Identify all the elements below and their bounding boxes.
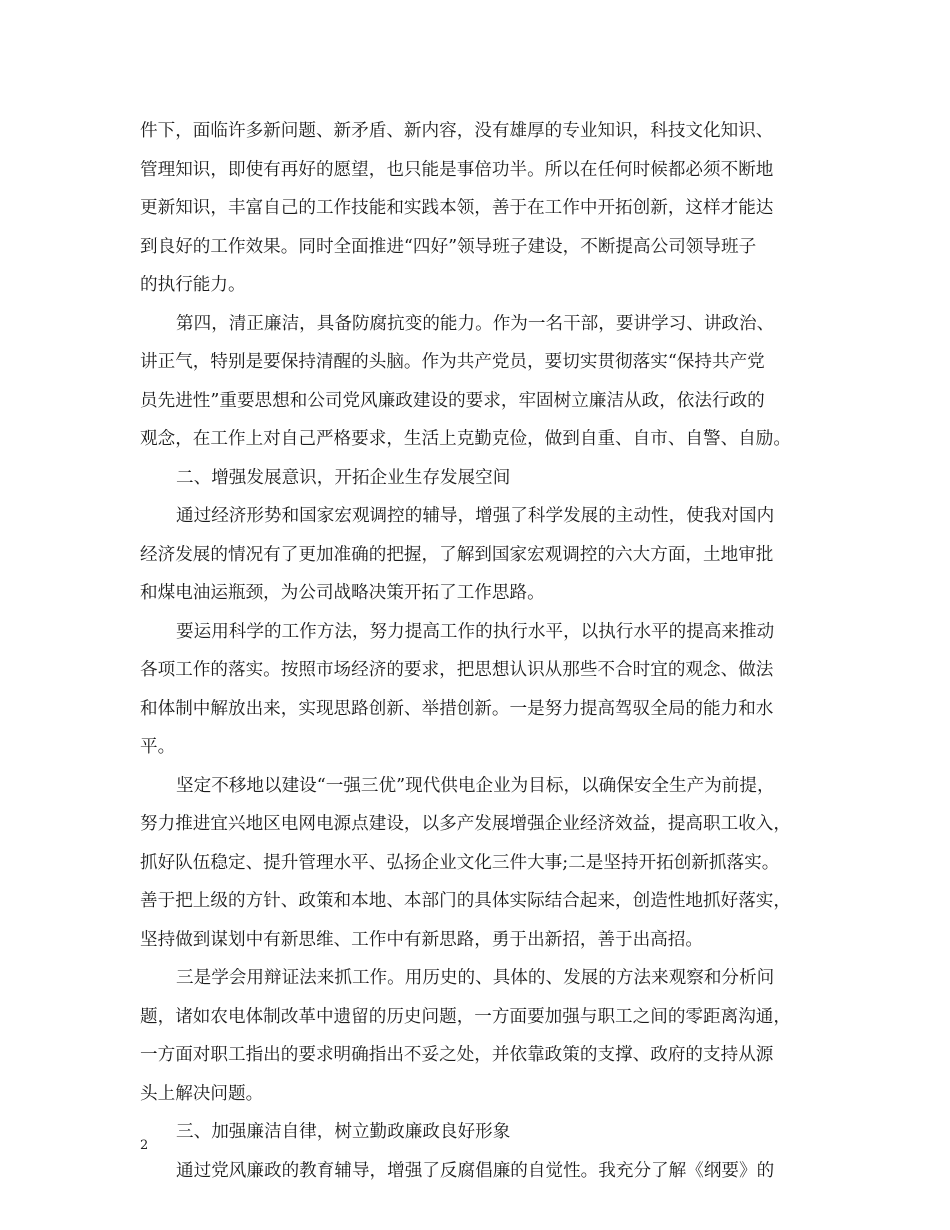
text-line: 更新知识，丰富自己的工作技能和实践本领，善于在工作中开拓创新，这样才能达 bbox=[140, 198, 774, 218]
paragraph-first-line: 第四，清正廉洁，具备防腐抗变的能力。作为一名干部，要讲学习、讲政治、 bbox=[176, 313, 775, 334]
text-line: 坚持做到谋划中有新思维、工作中有新思路，勇于出新招，善于出高招。 bbox=[140, 929, 704, 950]
paragraph-first-line: 三、加强廉洁自律，树立勤政廉政良好形象 bbox=[176, 1122, 511, 1142]
text-line: 讲正气，特别是要保持清醒的头脑。作为共产党员，要切实贯彻落实“保持共产党 bbox=[140, 352, 765, 372]
text-line: 一方面对职工指出的要求明确指出不妥之处，并依靠政策的支撑、政府的支持从源 bbox=[140, 1045, 774, 1065]
text-line: 和体制中解放出来，实现思路创新、举措创新。一是努力提高驾驭全局的能力和水 bbox=[140, 698, 774, 719]
paragraph-first-line: 通过经济形势和国家宏观调控的辅导，增强了科学发展的主动性，使我对国内 bbox=[176, 506, 775, 526]
text-line: 件下，面临许多新问题、新矛盾、新内容，没有雄厚的专业知识，科技文化知识、 bbox=[140, 121, 774, 141]
text-line: 观念，在工作上对自己严格要求，生活上克勤克俭，做到自重、自市、自警、自励。 bbox=[140, 429, 791, 449]
text-line: 题，诸如农电体制改革中遗留的历史问题，一方面要加强与职工之间的零距离沟通， bbox=[140, 1006, 791, 1027]
text-line: 善于把上级的方针、政策和本地、本部门的具体实际结合起来，创造性地抓好落实， bbox=[140, 891, 791, 911]
text-line: 经济发展的情况有了更加准确的把握，了解到国家宏观调控的六大方面，土地审批 bbox=[140, 544, 774, 565]
text-line: 各项工作的落实。按照市场经济的要求，把思想认识从那些不合时宜的观念、做法 bbox=[140, 660, 774, 680]
text-line: 到良好的工作效果。同时全面推进“四好”领导班子建设，不断提高公司领导班子 bbox=[140, 236, 757, 257]
text-line: 头上解决问题。 bbox=[140, 1083, 264, 1104]
text-line: 管理知识，即使有再好的愿望，也只能是事倍功半。所以在任何时候都必须不断地 bbox=[140, 159, 774, 180]
text-line: 平。 bbox=[140, 737, 176, 757]
text-line: 的执行能力。 bbox=[140, 275, 246, 295]
text-line: 抓好队伍稳定、提升管理水平、弘扬企业文化三件大事;二是坚持开拓创新抓落实。 bbox=[140, 852, 780, 873]
document-body bbox=[140, 112, 830, 1190]
text-line: 员先进性”重要思想和公司党风廉政建设的要求，牢固树立廉洁从政，依法行政的 bbox=[140, 390, 765, 411]
paragraph-first-line: 坚定不移地以建设“一强三优”现代供电企业为目标，以确保安全生产为前提， bbox=[176, 775, 775, 796]
paragraph-first-line: 要运用科学的工作方法，努力提高工作的执行水平，以执行水平的提高来推动 bbox=[176, 621, 775, 642]
paragraph-first-line: 通过党风廉政的教育辅导，增强了反腐倡廉的自觉性。我充分了解《纲要》的 bbox=[176, 1160, 775, 1181]
text-line: 努力推进宜兴地区电网电源点建设，以多产发展增强企业经济效益，提高职工收入， bbox=[140, 814, 791, 834]
paragraph-first-line: 二、增强发展意识，开拓企业生存发展空间 bbox=[176, 467, 511, 488]
text-line: 和煤电油运瓶颈，为公司战略决策开拓了工作思路。 bbox=[140, 583, 545, 603]
page-number: 2 bbox=[140, 1138, 149, 1153]
paragraph-first-line: 三是学会用辩证法来抓工作。用历史的、具体的、发展的方法来观察和分析问 bbox=[176, 968, 775, 988]
